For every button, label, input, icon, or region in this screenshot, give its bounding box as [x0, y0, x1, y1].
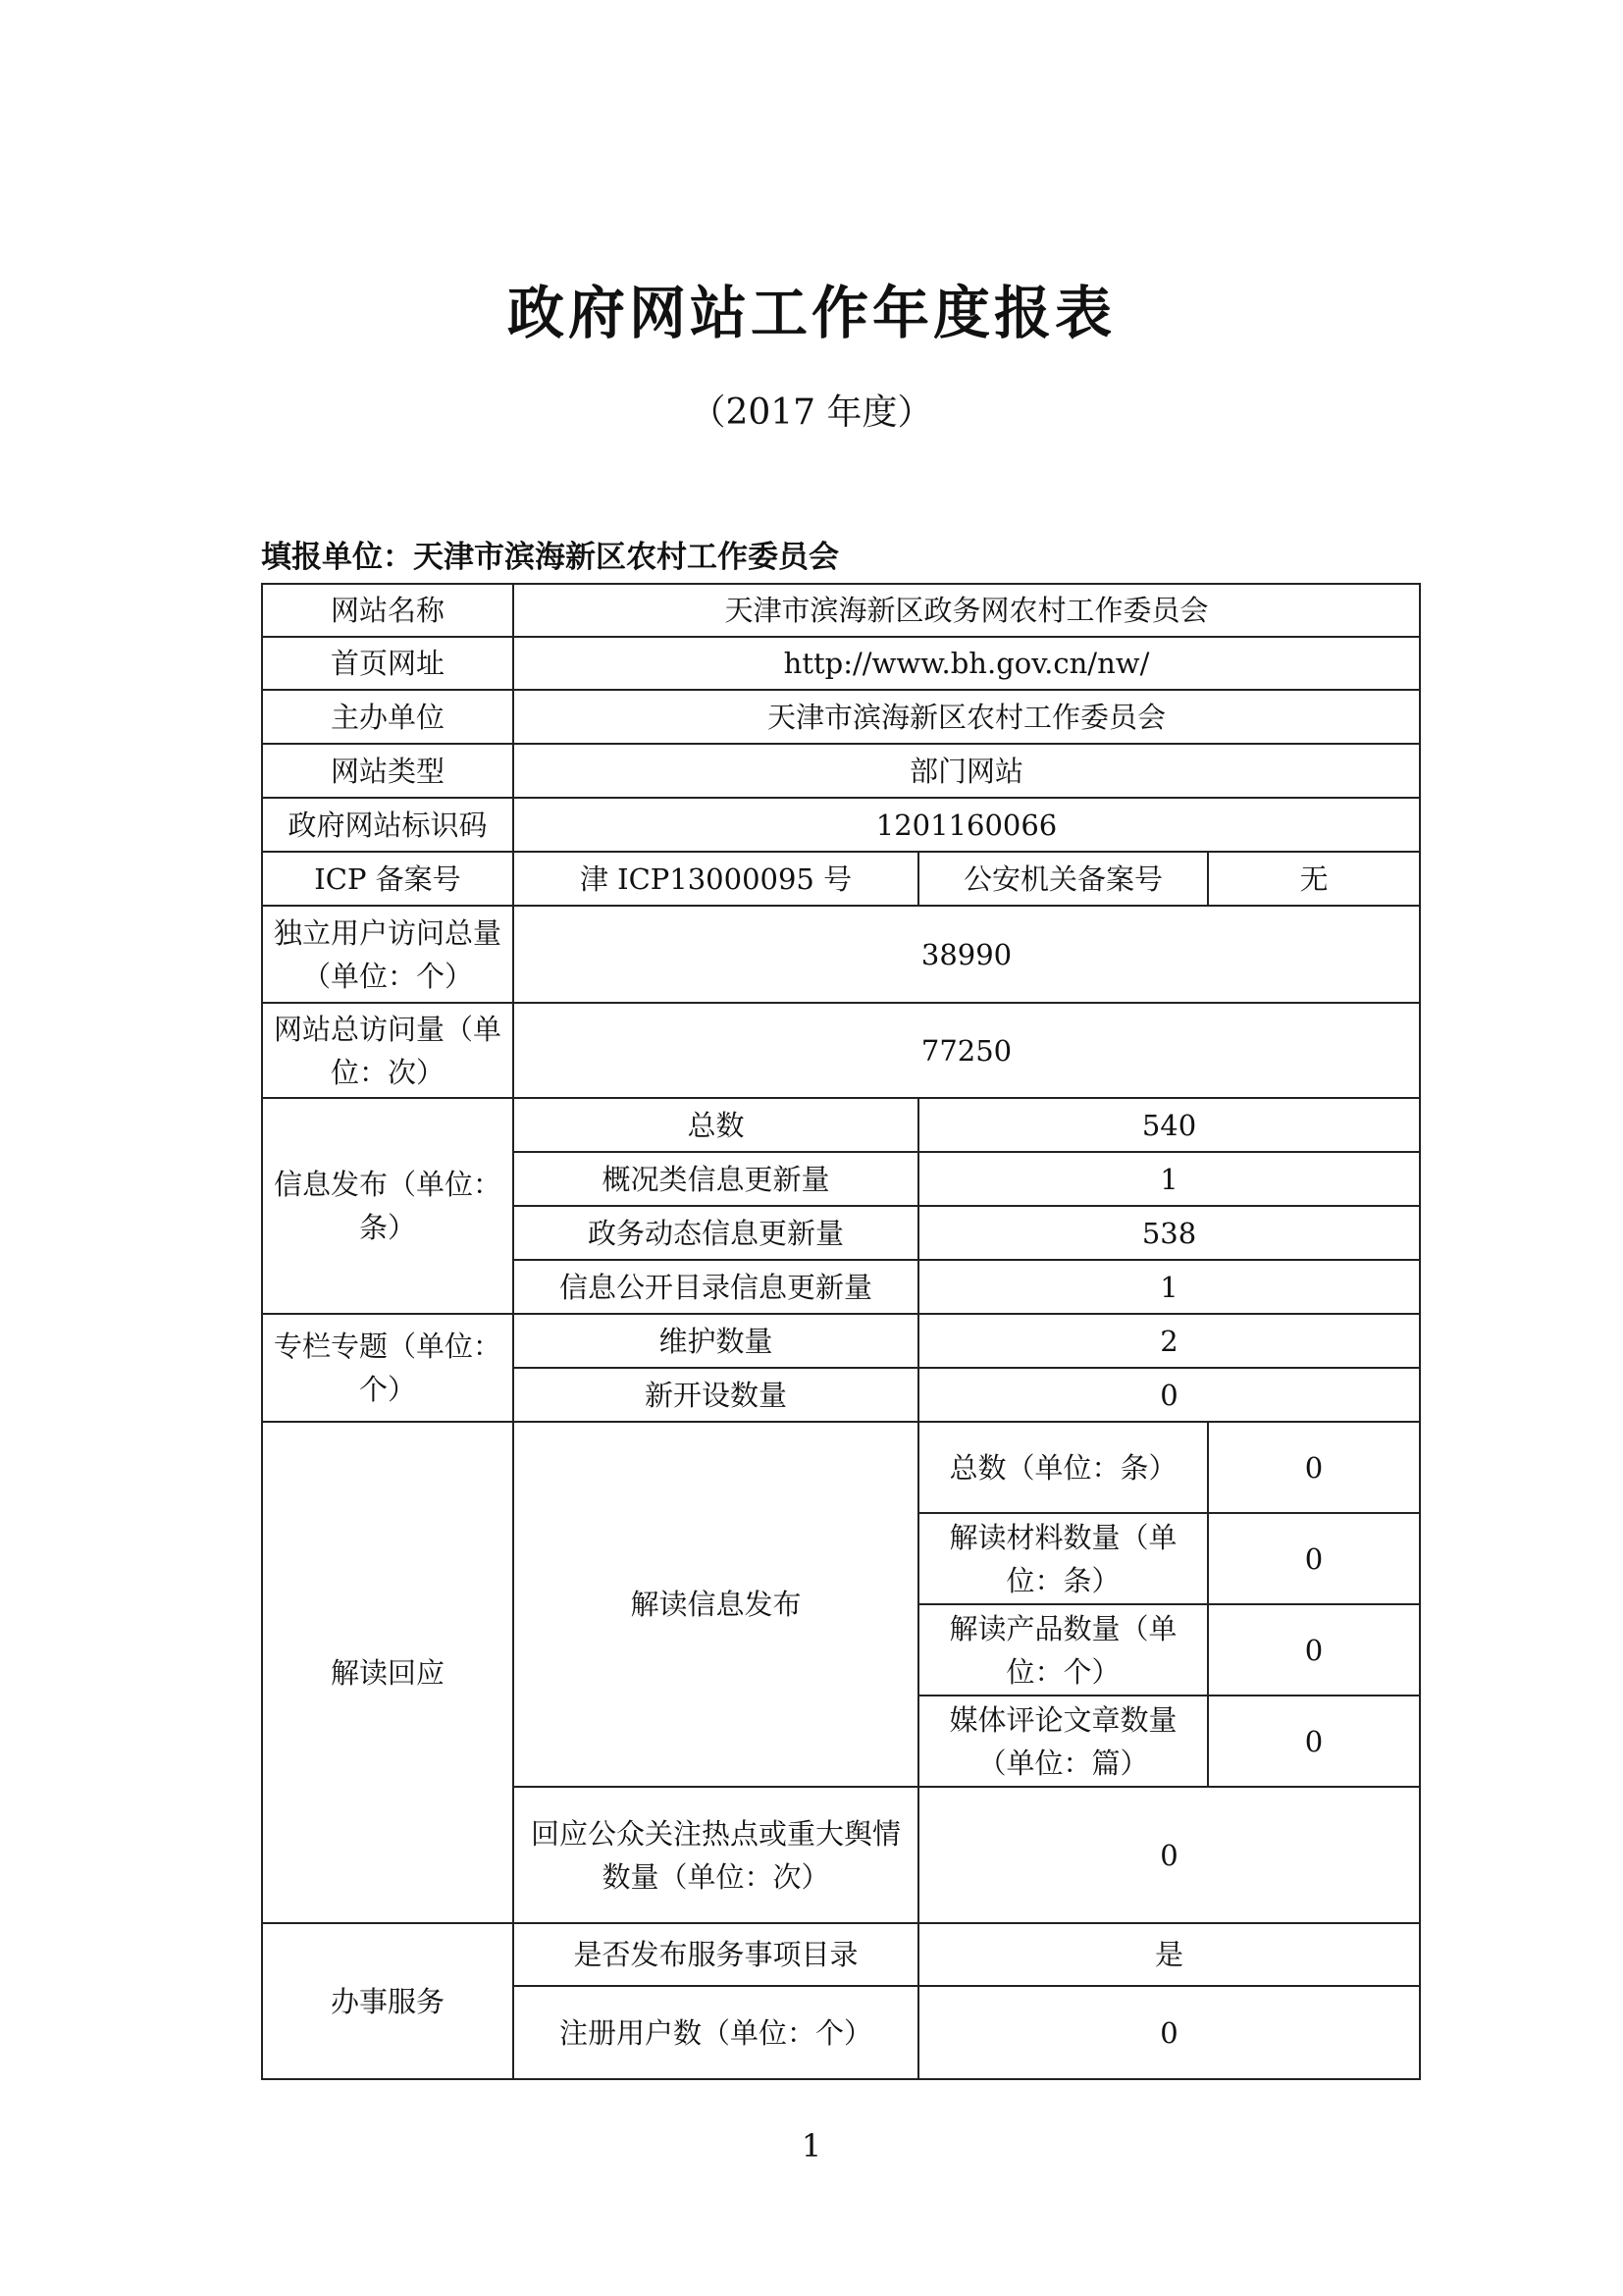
- interp-item-label: 总数（单位：条）: [918, 1422, 1208, 1513]
- response-label: 回应公众关注热点或重大舆情数量（单位：次）: [513, 1787, 918, 1923]
- row-gov-code: [262, 798, 1420, 852]
- unique-visits-label: 独立用户访问总量（单位：个）: [262, 906, 513, 1003]
- homepage-label: 首页网址: [262, 637, 513, 690]
- info-item-label: 信息公开目录信息更新量: [513, 1260, 918, 1314]
- total-visits-label: 网站总访问量（单位：次）: [262, 1003, 513, 1098]
- host-value: 天津市滨海新区农村工作委员会: [513, 690, 1420, 744]
- report-year: （2017 年度）: [690, 392, 933, 433]
- filling-unit: 填报单位：天津市滨海新区农村工作委员会: [261, 540, 839, 575]
- row-interp-total: [262, 1422, 1420, 1513]
- row-site-name: [262, 584, 1420, 637]
- interpretation-label: 解读回应: [262, 1422, 513, 1923]
- site-name-value: 天津市滨海新区政务网农村工作委员会: [513, 584, 1420, 637]
- homepage-value: http://www.bh.gov.cn/nw/: [513, 637, 1420, 690]
- row-icp: [262, 852, 1420, 906]
- page-number: 1: [801, 2127, 822, 2165]
- report-table: [261, 583, 1421, 2080]
- info-item-label: 概况类信息更新量: [513, 1152, 918, 1206]
- info-item-value: 538: [918, 1206, 1420, 1260]
- row-homepage: [262, 637, 1420, 690]
- gov-code-value: 1201160066: [513, 798, 1420, 852]
- site-type-label: 网站类型: [262, 744, 513, 798]
- interp-item-label: 媒体评论文章数量（单位：篇）: [918, 1696, 1208, 1787]
- interp-item-label: 解读材料数量（单位：条）: [918, 1513, 1208, 1604]
- service-item-value: 是: [918, 1923, 1420, 1986]
- row-unique-visits: [262, 906, 1420, 1003]
- info-item-value: 1: [918, 1152, 1420, 1206]
- column-item-value: 2: [918, 1314, 1420, 1368]
- column-item-label: 新开设数量: [513, 1368, 918, 1422]
- total-visits-value: 77250: [513, 1003, 1420, 1098]
- report-title: 政府网站工作年度报表: [506, 280, 1116, 346]
- interp-item-label: 解读产品数量（单位：个）: [918, 1604, 1208, 1696]
- unique-visits-value: 38990: [513, 906, 1420, 1003]
- info-item-label: 政务动态信息更新量: [513, 1206, 918, 1260]
- police-record-value: 无: [1208, 852, 1420, 906]
- row-column-maintain: [262, 1314, 1420, 1368]
- police-record-label: 公安机关备案号: [918, 852, 1208, 906]
- service-item-label: 注册用户数（单位：个）: [513, 1986, 918, 2079]
- info-item-label: 总数: [513, 1098, 918, 1152]
- interp-item-value: 0: [1208, 1604, 1420, 1696]
- row-host: [262, 690, 1420, 744]
- info-item-value: 540: [918, 1098, 1420, 1152]
- interp-item-value: 0: [1208, 1696, 1420, 1787]
- column-item-value: 0: [918, 1368, 1420, 1422]
- row-service-catalog: [262, 1923, 1420, 1986]
- icp-label: ICP 备案号: [262, 852, 513, 906]
- gov-code-label: 政府网站标识码: [262, 798, 513, 852]
- column-item-label: 维护数量: [513, 1314, 918, 1368]
- service-item-value: 0: [918, 1986, 1420, 2079]
- site-name-label: 网站名称: [262, 584, 513, 637]
- icp-value: 津 ICP13000095 号: [513, 852, 918, 906]
- row-info-total: [262, 1098, 1420, 1152]
- columns-label: 专栏专题（单位：个）: [262, 1314, 513, 1422]
- interp-item-value: 0: [1208, 1422, 1420, 1513]
- info-publish-label: 信息发布（单位：条）: [262, 1098, 513, 1314]
- row-total-visits: [262, 1003, 1420, 1098]
- info-item-value: 1: [918, 1260, 1420, 1314]
- service-item-label: 是否发布服务事项目录: [513, 1923, 918, 1986]
- site-type-value: 部门网站: [513, 744, 1420, 798]
- response-value: 0: [918, 1787, 1420, 1923]
- service-label: 办事服务: [262, 1923, 513, 2079]
- host-label: 主办单位: [262, 690, 513, 744]
- row-site-type: [262, 744, 1420, 798]
- interp-item-value: 0: [1208, 1513, 1420, 1604]
- interpretation-sub-label: 解读信息发布: [513, 1422, 918, 1787]
